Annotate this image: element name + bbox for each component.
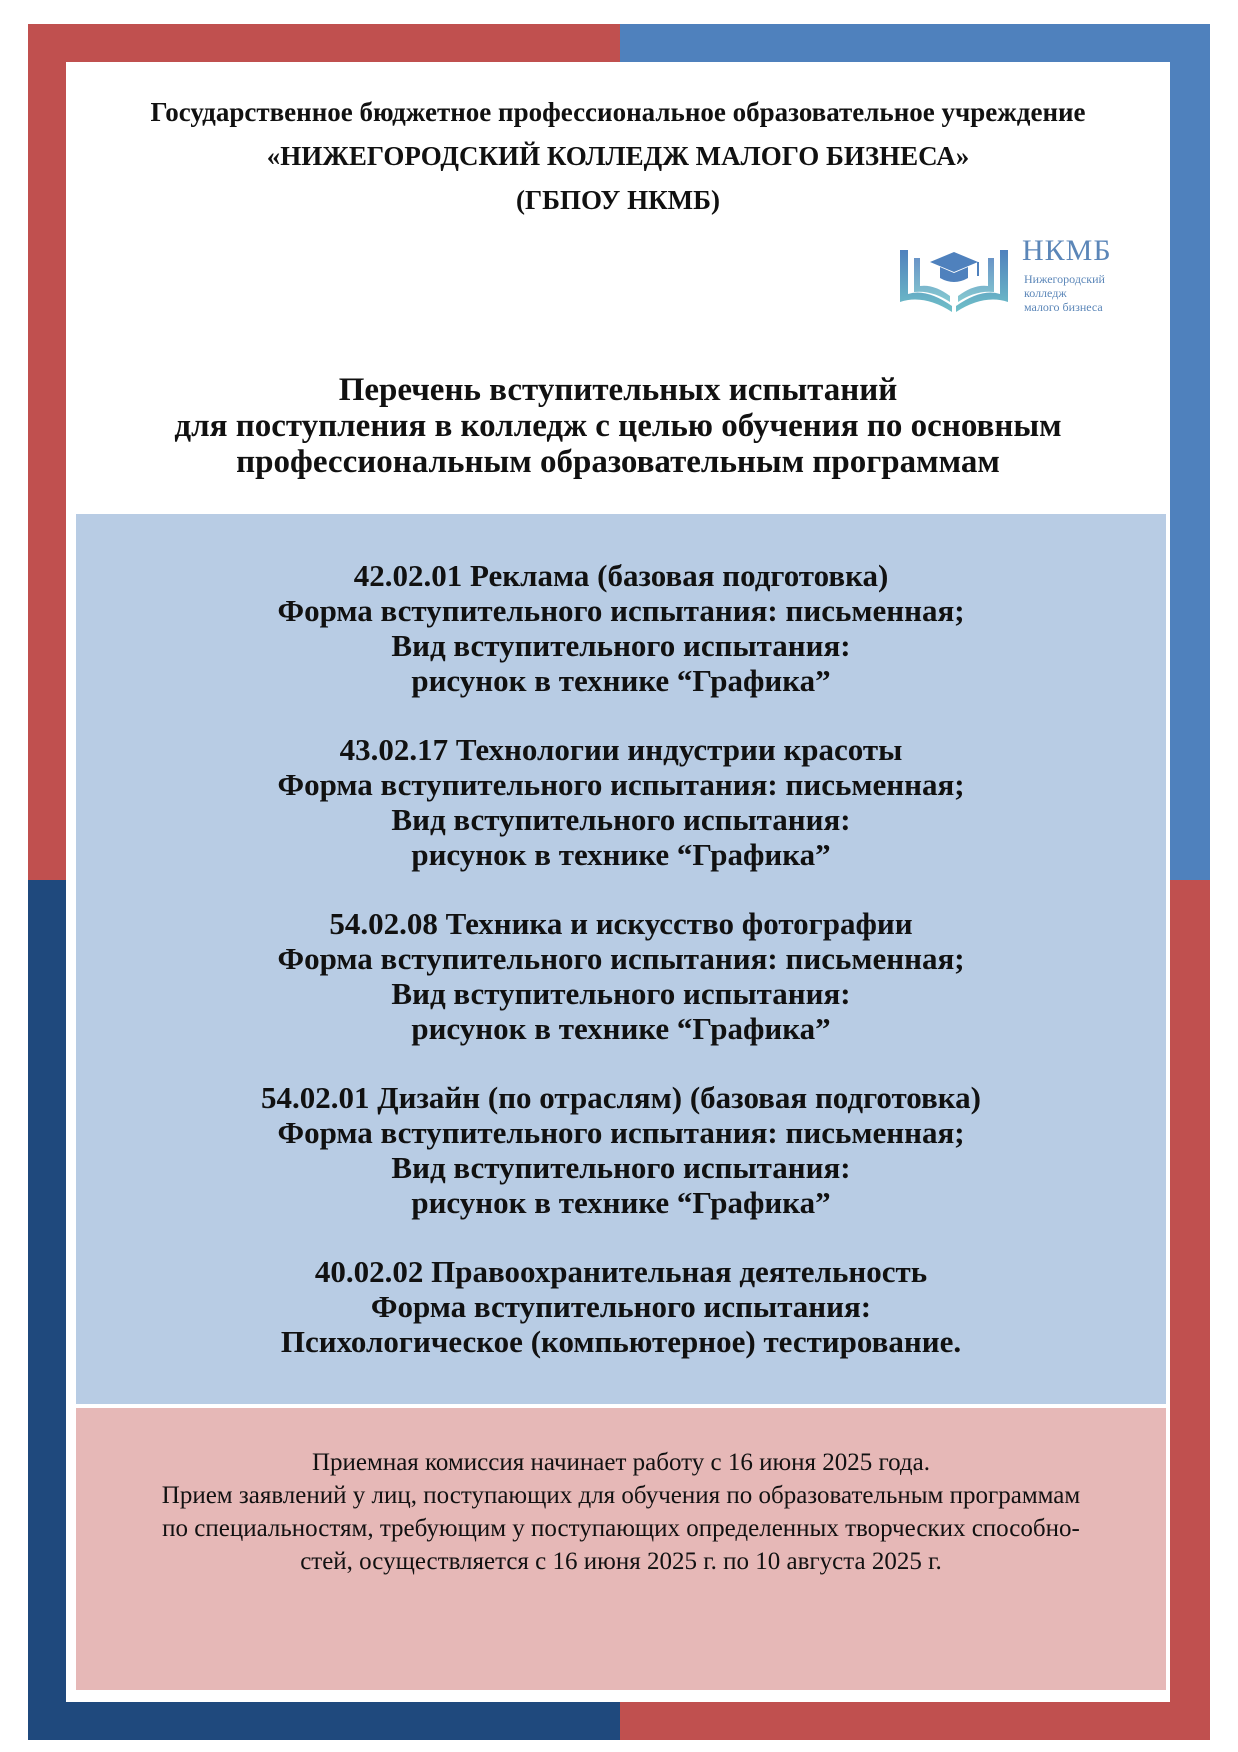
program-item [76, 1080, 1166, 1220]
admission-notice [76, 1408, 1166, 1690]
exam-form: Форма вступительного испытания: письменная; [277, 1115, 965, 1150]
program-heading: 54.02.08 Техника и искусство фотографии [329, 906, 913, 941]
exam-type-value: рисунок в технике “Графика” [411, 1185, 831, 1220]
program-item [76, 732, 1166, 872]
logo-name-line: колледж [1024, 286, 1067, 300]
notice-line: Приемная комиссия начинает работу с 16 июня 2025 года. [311, 1449, 930, 1476]
institution-type: Государственное бюджетное профессиональное образовательное учреждение [150, 97, 1086, 127]
program-item [76, 558, 1166, 698]
notice-line: стей, осуществляется с 16 июня 2025 г. по 10 августа 2025 г. [300, 1548, 942, 1575]
book-graduation-cap-icon [894, 232, 1014, 318]
exam-type-label: Вид вступительного испытания: [391, 976, 851, 1011]
exam-type-value: Психологическое (компьютерное) тестирование. [280, 1324, 962, 1359]
exam-type-value: рисунок в технике “Графика” [411, 663, 831, 698]
exam-type-label: Вид вступительного испытания: [391, 628, 851, 663]
exam-type-label: Вид вступительного испытания: [391, 802, 851, 837]
title-line: профессиональным образовательным программам [236, 444, 1000, 480]
logo-abbr: НКМБ [1022, 234, 1112, 267]
notice-text [76, 1446, 1166, 1578]
college-logo [894, 232, 1134, 322]
program-heading: 40.02.02 Правоохранительная деятельность [314, 1254, 928, 1289]
page-title [66, 372, 1170, 480]
program-heading: 43.02.17 Технологии индустрии красоты [339, 732, 903, 767]
exam-form: Форма вступительного испытания: письменная; [277, 941, 965, 976]
notice-line: Прием заявлений у лиц, поступающих для обучения по образовательным программам [161, 1482, 1081, 1509]
program-item [76, 906, 1166, 1046]
title-line: Перечень вступительных испытаний [338, 372, 898, 408]
institution-name: «НИЖЕГОРОДСКИЙ КОЛЛЕДЖ МАЛОГО БИЗНЕСА» [266, 141, 970, 171]
programs-panel [76, 514, 1166, 1404]
exam-form: Форма вступительного испытания: письменная; [277, 767, 965, 802]
exam-form: Форма вступительного испытания: письменная; [277, 593, 965, 628]
institution-abbr: (ГБПОУ НКМБ) [516, 185, 720, 215]
program-list [76, 558, 1166, 1359]
exam-type-value: рисунок в технике “Графика” [411, 1011, 831, 1046]
logo-name-line: Нижегородский [1024, 272, 1105, 286]
notice-line: по специальностям, требующим у поступающих определенных творческих способно- [162, 1515, 1080, 1542]
program-heading: 54.02.01 Дизайн (по отраслям) (базовая подготовка) [261, 1080, 981, 1115]
institution-header [66, 90, 1170, 222]
title-line: для поступления в колледж с целью обучения по основным [174, 408, 1062, 444]
program-item [76, 1254, 1166, 1359]
logo-name [1024, 272, 1134, 314]
logo-name-line: малого бизнеса [1024, 300, 1103, 314]
exam-type-label: Вид вступительного испытания: [391, 1150, 851, 1185]
document-sheet [66, 62, 1170, 1702]
exam-form: Форма вступительного испытания: [370, 1289, 872, 1324]
exam-type-value: рисунок в технике “Графика” [411, 837, 831, 872]
program-heading: 42.02.01 Реклама (базовая подготовка) [353, 558, 889, 593]
